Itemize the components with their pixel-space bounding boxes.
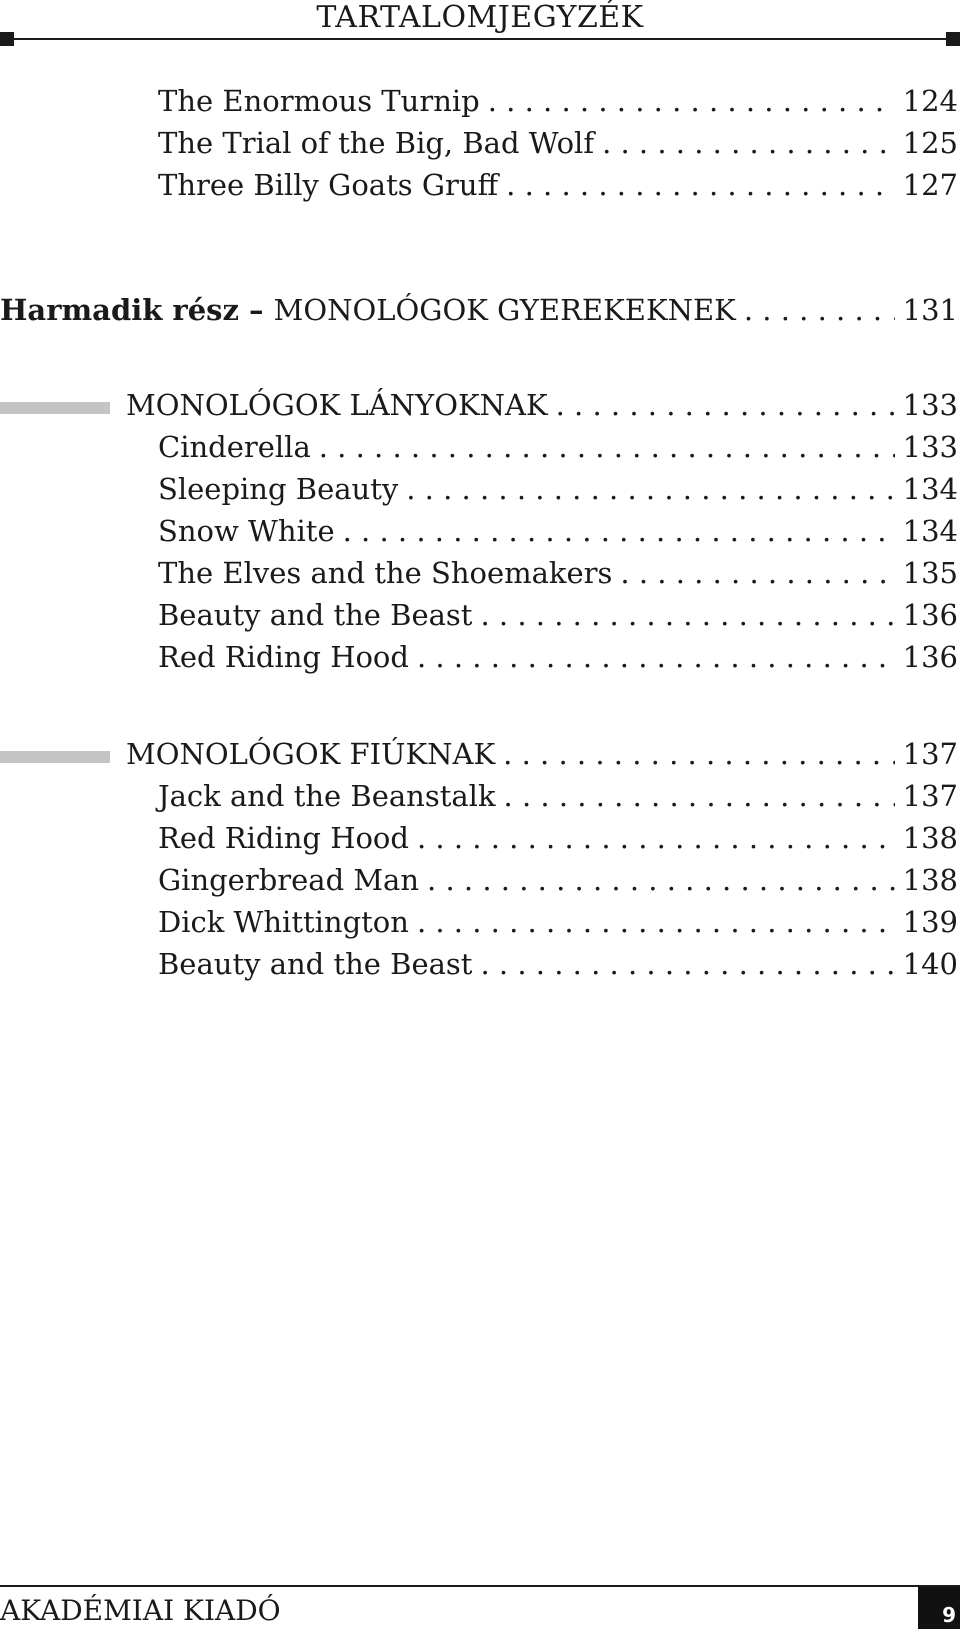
toc-entry-title: Gingerbread Man bbox=[158, 863, 420, 897]
toc-entry-page: 139 bbox=[902, 905, 958, 939]
toc-part-name: MONOLÓGOK GYEREKEKNEK bbox=[273, 293, 736, 327]
toc-part-page: 131 bbox=[902, 293, 958, 327]
page-header-title: TARTALOMJEGYZÉK bbox=[316, 0, 644, 35]
toc-entry[interactable] bbox=[158, 125, 958, 161]
footer-rule bbox=[0, 1585, 960, 1587]
toc-leader-dots bbox=[417, 904, 895, 940]
toc-section-heading[interactable] bbox=[126, 387, 958, 423]
toc-entry[interactable] bbox=[158, 83, 958, 119]
toc-entry[interactable] bbox=[158, 946, 958, 982]
toc-leader-dots bbox=[480, 946, 894, 982]
toc-leader-dots bbox=[406, 471, 894, 507]
toc-entry-page: 138 bbox=[902, 821, 958, 855]
toc-section-title: MONOLÓGOK LÁNYOKNAK bbox=[126, 388, 548, 422]
toc-entry[interactable] bbox=[158, 862, 958, 898]
toc-leader-dots bbox=[504, 778, 895, 814]
toc-entry[interactable] bbox=[158, 513, 958, 549]
header-rule bbox=[0, 38, 960, 40]
toc-entry-page: 138 bbox=[902, 863, 958, 897]
toc-leader-dots bbox=[506, 167, 894, 203]
toc-leader-dots bbox=[427, 862, 895, 898]
toc-entry[interactable] bbox=[158, 167, 958, 203]
toc-entry-page: 137 bbox=[902, 779, 958, 813]
toc-entry-page: 135 bbox=[902, 556, 958, 590]
toc-part-heading[interactable] bbox=[0, 292, 958, 328]
toc-part-title bbox=[0, 292, 736, 328]
toc-entry[interactable] bbox=[158, 778, 958, 814]
toc-entry-title: Dick Whittington bbox=[158, 905, 409, 939]
toc-leader-dots bbox=[503, 736, 894, 772]
toc-entry-page: 125 bbox=[902, 126, 958, 160]
toc-section-page: 137 bbox=[902, 737, 958, 771]
toc-leader-dots bbox=[556, 387, 895, 423]
toc-entry-title: Red Riding Hood bbox=[158, 640, 409, 674]
page-number-box bbox=[918, 1587, 960, 1629]
toc-leader-dots bbox=[620, 555, 894, 591]
toc-entry[interactable] bbox=[158, 639, 958, 675]
toc-leader-dots bbox=[480, 597, 894, 633]
toc-entry[interactable] bbox=[158, 820, 958, 856]
toc-entry[interactable] bbox=[158, 597, 958, 633]
toc-entry-page: 140 bbox=[902, 947, 958, 981]
toc-part-prefix: Harmadik rész – bbox=[0, 293, 274, 327]
toc-leader-dots bbox=[488, 83, 895, 119]
toc-entry[interactable] bbox=[158, 904, 958, 940]
toc-entry-page: 134 bbox=[902, 472, 958, 506]
toc-section-title: MONOLÓGOK FIÚKNAK bbox=[126, 737, 496, 771]
toc-leader-dots bbox=[744, 292, 895, 328]
section-marker-bar bbox=[0, 402, 110, 414]
toc-entry-title: Beauty and the Beast bbox=[158, 947, 473, 981]
toc-section-page: 133 bbox=[902, 388, 958, 422]
toc-entry-title: The Enormous Turnip bbox=[158, 84, 480, 118]
header-rule-right-marker bbox=[946, 32, 960, 46]
page-number: 9 bbox=[942, 1603, 956, 1627]
toc-entry-page: 124 bbox=[902, 84, 958, 118]
toc-entry-title: The Elves and the Shoemakers bbox=[158, 556, 613, 590]
toc-entry-page: 136 bbox=[902, 598, 958, 632]
toc-entry-title: Cinderella bbox=[158, 430, 311, 464]
toc-leader-dots bbox=[417, 820, 895, 856]
toc-section-heading[interactable] bbox=[126, 736, 958, 772]
toc-entry-title: Jack and the Beanstalk bbox=[158, 779, 496, 813]
toc-entry[interactable] bbox=[158, 555, 958, 591]
footer-publisher: AKADÉMIAI KIADÓ bbox=[0, 1594, 281, 1627]
toc-entry[interactable] bbox=[158, 429, 958, 465]
header-rule-left-marker bbox=[0, 32, 14, 46]
section-marker-bar bbox=[0, 751, 110, 763]
toc-leader-dots bbox=[343, 513, 895, 549]
toc-entry-title: Snow White bbox=[158, 514, 335, 548]
toc-entry-title: Beauty and the Beast bbox=[158, 598, 473, 632]
toc-entry-page: 136 bbox=[902, 640, 958, 674]
toc-leader-dots bbox=[319, 429, 895, 465]
toc-entry-page: 127 bbox=[902, 168, 958, 202]
toc-entry-title: Red Riding Hood bbox=[158, 821, 409, 855]
toc-leader-dots bbox=[602, 125, 895, 161]
toc-entry-page: 133 bbox=[902, 430, 958, 464]
toc-leader-dots bbox=[417, 639, 895, 675]
toc-entry-title: Sleeping Beauty bbox=[158, 472, 399, 506]
toc-entry-page: 134 bbox=[902, 514, 958, 548]
toc-entry-title: The Trial of the Big, Bad Wolf bbox=[158, 126, 595, 160]
toc-entry-title: Three Billy Goats Gruff bbox=[158, 168, 499, 202]
toc-entry[interactable] bbox=[158, 471, 958, 507]
